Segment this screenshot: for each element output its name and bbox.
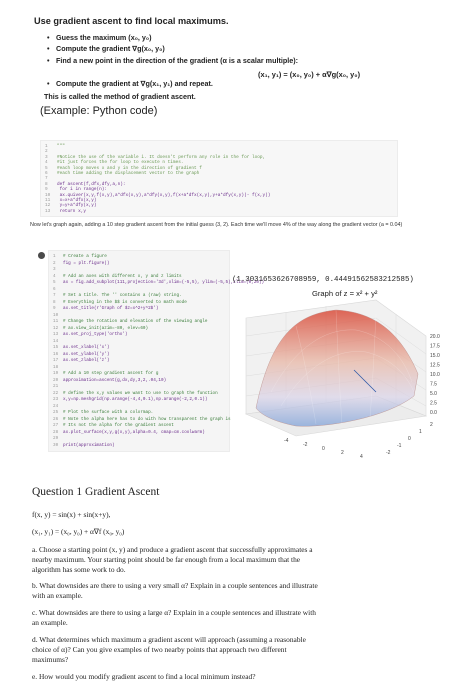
y-tick-labels <box>386 422 433 456</box>
line-number: 8 <box>53 299 56 305</box>
line-number: 6 <box>45 171 48 176</box>
line-number: 1 <box>45 144 48 149</box>
line-number: 5 <box>53 280 56 285</box>
z-tick-label: 17.5 <box>430 343 440 350</box>
surface-plot <box>226 296 450 464</box>
code-text: approximation=ascent(g,dx,dy,3,2,.04,10) <box>63 377 167 383</box>
code-line <box>53 429 205 437</box>
y-tick-label: -1 <box>397 443 402 449</box>
line-number: 1 <box>53 254 56 259</box>
line-number: 6 <box>53 286 56 292</box>
line-number: 9 <box>45 187 48 193</box>
question-title: Question 1 Gradient Ascent <box>32 486 160 498</box>
question-part-e: e. How would you modify gradient ascent to find a local minimum instead? <box>32 672 256 681</box>
code-text: ax.plot_surface(x,y,g(x,y),alpha=0.4, cmap=cm.coolwarm) <box>63 429 205 435</box>
line-number: 2 <box>53 260 56 266</box>
bullet-dot: • <box>47 33 50 42</box>
x-tick-label: 2 <box>341 450 344 456</box>
code-text: #each time adding the displacement vector to the graph <box>57 171 200 176</box>
z-tick-label: 7.5 <box>430 381 437 388</box>
bullet-dot: • <box>47 44 50 53</box>
output-tuple: (1.3031653626708959, 0.44491562583212585) <box>232 276 414 284</box>
code-text: # Its not the alpha for the gradient ascent <box>63 423 174 428</box>
line-number: 30 <box>53 442 59 448</box>
line-number: 19 <box>53 371 59 376</box>
bullet-text: Find a new point in the direction of the gradient (α is a scalar multiple): <box>56 56 299 65</box>
line-number: 15 <box>53 345 59 350</box>
line-number: 10 <box>45 192 51 198</box>
method-name: This is called the method of gradient ascent. <box>44 92 196 101</box>
line-number: 21 <box>53 384 59 389</box>
code-line <box>45 209 86 215</box>
line-number: 17 <box>53 358 59 363</box>
code-text: # Note the alpha here has to do with how transparent the graph is <box>63 416 231 422</box>
code-line <box>53 396 207 404</box>
x-tick-labels <box>284 438 363 460</box>
line-number: 11 <box>45 198 51 203</box>
line-number: 7 <box>53 293 56 298</box>
code-line <box>53 305 158 313</box>
code-text: # Create a figure <box>63 254 107 259</box>
code-text: print(approximation) <box>63 442 115 448</box>
code-text: # Change the rotation and elevation of the viewing angle <box>63 319 208 324</box>
z-tick-label: 12.5 <box>430 362 440 369</box>
code-line <box>53 331 127 339</box>
code-text: ax.set_proj_type('ortho') <box>63 332 128 337</box>
line-number: 2 <box>45 149 48 155</box>
code-text: ax.quiver(x,y,f(x,y),a*dfx(x,y),a*dfy(x,y),f(x+a*dfx(x,y),y+a*dfy(x,y))- f(x,y)) <box>57 192 271 198</box>
y-tick-label: 2 <box>430 422 433 428</box>
code-line <box>45 171 199 177</box>
code-text: # Plot the surface with a colormap. <box>63 410 154 415</box>
code-text: #Notice the use of the variable i. It doesn't perform any role in the for loop, <box>57 154 266 160</box>
line-number: 3 <box>53 267 56 272</box>
update-formula: (x₁, y₁) = (x₀, y₀) + α∇g(x₀, y₀) <box>258 70 361 79</box>
bullet-dot: • <box>47 56 50 65</box>
question-part-a: a. Choose a starting point (x, y) and produce a gradient ascent that successfully approximates a nearby maximum. Your starting point should be far enough from a local maximum that the algorithm has some work to do. <box>32 545 313 574</box>
question-part-d: d. What determines which maximum a gradient ascent will approach (assuming a reasonable choice of α)? Can you give examples of two nearby points that approach two different maximums? <box>32 635 306 664</box>
code-text: # ax.view_init(azim=-80, elev=60) <box>63 325 149 331</box>
question-iteration: (x₁, y₁) = (x₀, y₀) + α∇f (x₀, y₀) <box>32 527 125 536</box>
line-number: 26 <box>53 416 59 422</box>
bullet-text: Guess the maximum (x₀, y₀) <box>56 33 152 42</box>
line-number: 23 <box>53 397 59 402</box>
line-number: 11 <box>53 319 59 324</box>
line-number: 13 <box>45 208 51 214</box>
code-text: #each loop moves x and y in the direction of gradient f <box>57 165 202 171</box>
line-number: 25 <box>53 410 59 415</box>
line-number: 3 <box>45 154 48 160</box>
y-tick-label: 1 <box>419 429 422 435</box>
code-text: fig = plt.figure() <box>63 260 110 266</box>
line-number: 28 <box>53 429 59 435</box>
code-text: x,y=np.meshgrid(np.arange(-4,4,0.1),np.arange(-2,2,0.1)) <box>63 397 208 402</box>
bullet-dot: • <box>47 79 50 88</box>
bullet-gradient <box>47 44 165 53</box>
line-number: 18 <box>53 364 59 370</box>
x-tick-label: 4 <box>360 454 363 460</box>
line-number: 24 <box>53 403 59 409</box>
code-text: # Add an axes with different x, y and z limits <box>63 273 182 279</box>
line-number: 12 <box>53 325 59 331</box>
code-text: def ascent(f,dfx,dfy,a,n): <box>57 181 126 187</box>
y-tick-label: -2 <box>386 450 391 456</box>
intro-title: Use gradient ascent to find local maximums. <box>34 16 229 26</box>
code-text: # Set a title. The '' contains a (raw) string. <box>63 293 182 298</box>
y-tick-label: 0 <box>408 436 411 442</box>
line-number: 20 <box>53 377 59 383</box>
run-indicator-icon[interactable] <box>38 252 45 259</box>
line-number: 5 <box>45 165 48 171</box>
code-line <box>53 377 166 385</box>
code-text: for i in range(n): <box>57 187 108 193</box>
question-part-b: b. What downsides are there to using a very small α? Explain in a couple sentences and illustrate with an example. <box>32 581 318 600</box>
line-number: 29 <box>53 436 59 441</box>
code-block-plot <box>48 250 265 452</box>
line-number: 8 <box>45 181 48 187</box>
z-tick-label: 20.0 <box>430 334 440 340</box>
code-text: # define the x,y values we want to use to graph the function <box>63 390 218 396</box>
line-number: 13 <box>53 332 59 337</box>
z-tick-label: 0.0 <box>430 410 437 416</box>
example-label: (Example: Python code) <box>40 105 158 117</box>
line-number: 14 <box>53 338 59 344</box>
code-block-ascent <box>40 140 398 217</box>
bullet-text: Compute the gradient ∇g(x₀, y₀) <box>56 44 165 53</box>
line-number: 10 <box>53 312 59 318</box>
x-tick-label: -2 <box>303 442 308 448</box>
line-number: 22 <box>53 390 59 396</box>
code-text: # Add a 10 step gradient ascent for g <box>63 371 159 376</box>
code-text: x=x+a*dfx(x,y) <box>57 198 97 203</box>
code-text: #it just forces the for loop to execute n times. <box>57 160 184 166</box>
line-number: 9 <box>53 306 56 311</box>
code-text: ax = fig.add_subplot(111,projection='3d',xlim=(-5,5), ylim=(-5,5),zlim=(0,20)) <box>63 280 265 285</box>
bullet-guess <box>47 33 152 42</box>
graph-note: Now let's graph again, adding a 10 step gradient ascent from the initial guess (3, 2). Each time we'll move 4% of the way along the gradient vector (a = 0.04) <box>30 222 403 228</box>
code-line <box>53 442 115 450</box>
question-function: f(x, y) = sin(x) + sin(x+y), <box>32 510 111 519</box>
z-tick-label: 5.0 <box>430 391 437 397</box>
bullet-text: Compute the gradient at ∇g(x₁, y₁) and repeat. <box>56 79 213 88</box>
z-tick-label: 2.5 <box>430 400 437 407</box>
z-tick-labels <box>430 334 440 416</box>
x-tick-label: -4 <box>284 438 289 444</box>
code-text: """ <box>57 144 65 149</box>
code-text: ax.set_zlabel('z') <box>63 358 110 363</box>
code-text: # Everything in the $$ is converted to math mode <box>63 299 187 305</box>
code-text: return x,y <box>57 208 86 214</box>
graph-title: Graph of z = x² + y² <box>312 289 378 298</box>
code-text: y=y+a*dfy(x,y) <box>57 203 97 209</box>
line-number: 4 <box>53 273 56 279</box>
code-text: ax.set_ylabel('y') <box>63 351 110 357</box>
code-text: ax.set_xlabel('x') <box>63 345 110 350</box>
code-text: ax.set_title(r'Graph of $z=x^2+y^2$') <box>63 306 159 311</box>
question-part-c: c. What downsides are there to using a large α? Explain in a couple sentences and illustrate with an example. <box>32 608 316 627</box>
line-number: 27 <box>53 423 59 428</box>
line-number: 7 <box>45 176 48 182</box>
line-number: 4 <box>45 160 48 166</box>
line-number: 16 <box>53 351 59 357</box>
line-number: 12 <box>45 203 51 209</box>
bullet-new-point <box>47 56 299 65</box>
bullet-repeat <box>47 79 213 88</box>
z-tick-label: 15.0 <box>430 353 440 359</box>
z-tick-label: 10.0 <box>430 372 440 378</box>
x-tick-label: 0 <box>322 446 325 452</box>
